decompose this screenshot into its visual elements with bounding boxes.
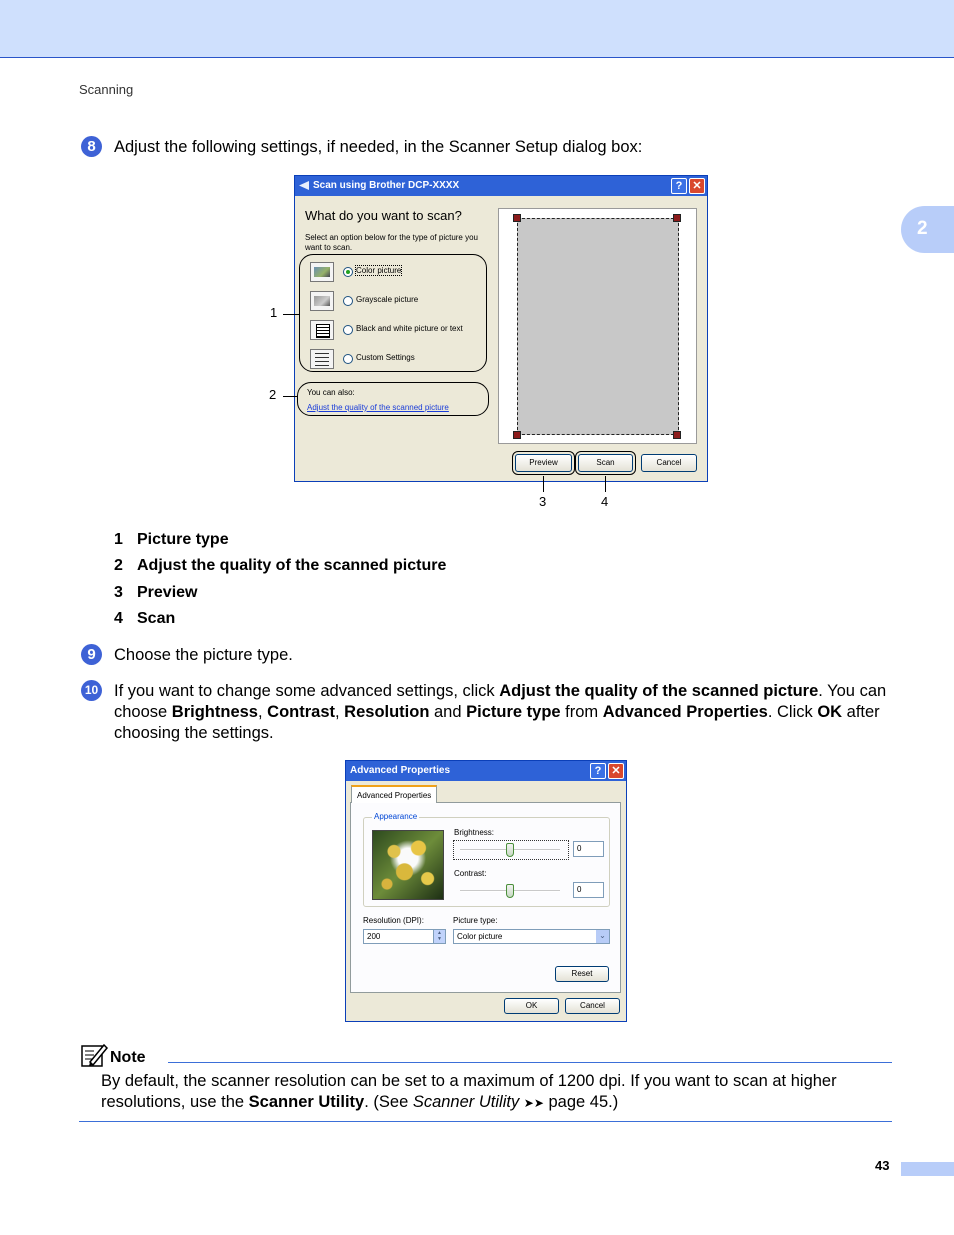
page-number: 43	[875, 1158, 890, 1173]
note-t1: By default, the scanner resolution can be set to a maximum of 1200 dpi. If you want to scan at higher resolutions, use the	[101, 1072, 837, 1111]
note-pencil-icon	[80, 1042, 108, 1068]
picture-type-value: Color picture	[457, 932, 503, 941]
legend-label: Adjust the quality of the scanned picture	[137, 557, 447, 574]
also-label: You can also:	[307, 388, 355, 397]
step-9-bullet: 9	[81, 644, 102, 665]
contrast-input[interactable]: 0	[573, 882, 604, 898]
page-header-bar	[0, 0, 954, 58]
note-t2: . (See	[364, 1093, 413, 1111]
brightness-input[interactable]: 0	[573, 841, 604, 857]
cancel-button[interactable]: Cancel	[641, 454, 697, 472]
preview-area[interactable]	[517, 218, 679, 435]
legend-label: Scan	[137, 610, 176, 627]
scan-button[interactable]: Scan	[578, 454, 633, 472]
cancel-button[interactable]: Cancel	[565, 998, 620, 1014]
close-button[interactable]: ✕	[608, 763, 624, 779]
note-title: Note	[110, 1049, 146, 1066]
black-white-label[interactable]: Black and white picture or text	[356, 324, 463, 333]
callout-4: 4	[601, 494, 609, 509]
grayscale-picture-label[interactable]: Grayscale picture	[356, 295, 419, 304]
tab-advanced-properties[interactable]: Advanced Properties	[351, 785, 437, 803]
step-10-t8: after choosing the settings.	[114, 703, 880, 742]
close-button[interactable]: ✕	[689, 178, 705, 194]
legend-num: 3	[114, 584, 123, 601]
legend-item	[114, 557, 446, 575]
note-b1: Scanner Utility	[248, 1093, 365, 1111]
note-i1: Scanner Utility	[412, 1093, 520, 1111]
scan-dialog-title: Scan using Brother DCP-XXXX	[313, 180, 460, 191]
contrast-label: Contrast:	[454, 869, 487, 878]
note-t3: page 45.)	[543, 1093, 619, 1111]
grayscale-picture-radio[interactable]	[343, 296, 353, 306]
contrast-thumb[interactable]	[506, 884, 514, 898]
help-button[interactable]: ?	[671, 178, 687, 194]
callout-3-line	[543, 476, 544, 492]
step-10-b4: Resolution	[344, 703, 430, 721]
step-10-b2: Brightness	[171, 703, 258, 721]
advanced-dialog-title: Advanced Properties	[350, 765, 451, 776]
legend-label: Picture type	[137, 531, 229, 548]
picture-type-select[interactable]	[453, 929, 610, 944]
step-10-b7: OK	[817, 703, 843, 721]
step-10-text	[114, 681, 896, 744]
callout-2-line	[283, 396, 298, 397]
black-white-icon[interactable]	[310, 320, 334, 340]
brightness-label: Brightness:	[454, 828, 495, 837]
chapter-tab	[901, 206, 954, 253]
adjust-quality-link[interactable]: Adjust the quality of the scanned picture	[307, 403, 449, 412]
black-white-radio[interactable]	[343, 325, 353, 335]
scan-instructions: Select an option below for the type of picture you want to scan.	[305, 233, 478, 252]
step-8-bullet: 8	[81, 136, 102, 157]
grayscale-picture-icon[interactable]	[310, 291, 334, 311]
also-group	[297, 382, 489, 416]
legend-item	[114, 531, 229, 549]
legend-num: 4	[114, 610, 123, 627]
contrast-slider[interactable]	[454, 882, 568, 900]
advanced-dialog	[345, 760, 627, 1022]
crop-handle-bottom-left[interactable]	[513, 431, 521, 439]
preview-pane	[498, 208, 697, 444]
custom-settings-icon[interactable]	[310, 349, 334, 369]
advanced-dialog-titlebar	[346, 761, 626, 781]
page-number-bar	[901, 1162, 954, 1176]
color-picture-radio[interactable]	[343, 267, 353, 277]
ok-button[interactable]: OK	[504, 998, 559, 1014]
step-9-text: Choose the picture type.	[114, 646, 293, 664]
step-10-t7: . Click	[767, 703, 818, 721]
step-10-b3: Contrast	[267, 703, 335, 721]
resolution-label: Resolution (DPI):	[363, 916, 424, 925]
step-8-text: Adjust the following settings, if needed, in the Scanner Setup dialog box:	[114, 138, 643, 156]
legend-label: Preview	[137, 584, 198, 601]
callout-1: 1	[270, 305, 278, 320]
picture-type-label: Picture type:	[453, 916, 498, 925]
resolution-value: 200	[367, 932, 381, 941]
custom-settings-radio[interactable]	[343, 354, 353, 364]
crop-handle-bottom-right[interactable]	[673, 431, 681, 439]
note-text	[101, 1071, 891, 1114]
callout-4-line	[605, 476, 606, 492]
color-picture-label[interactable]: Color picture	[356, 266, 402, 275]
preview-thumbnail	[372, 830, 444, 900]
picture-type-group	[299, 254, 487, 372]
chevron-down-icon[interactable]: ⌄	[596, 930, 609, 943]
resolution-spinner[interactable]	[363, 929, 446, 944]
legend-item	[114, 610, 175, 628]
legend-item	[114, 584, 197, 602]
scanner-icon	[299, 181, 309, 190]
callout-3: 3	[539, 494, 547, 509]
tab-panel	[350, 802, 621, 993]
legend-num: 2	[114, 557, 123, 574]
step-10-b6: Advanced Properties	[602, 703, 768, 721]
step-10-b5: Picture type	[466, 703, 561, 721]
help-button[interactable]: ?	[590, 763, 606, 779]
preview-button[interactable]: Preview	[515, 454, 572, 472]
scan-dialog	[294, 175, 708, 482]
step-10-t2: . You can choose	[114, 682, 887, 721]
callout-1-line	[283, 314, 300, 315]
appearance-legend: Appearance	[374, 812, 418, 821]
step-10-t6: from	[560, 703, 603, 721]
callout-2: 2	[269, 387, 277, 402]
double-arrow-icon: ➤➤	[523, 1096, 544, 1110]
step-10-t5: and	[429, 703, 467, 721]
step-10-t4: ,	[335, 703, 345, 721]
note-rule-top	[168, 1062, 892, 1063]
brightness-thumb[interactable]	[506, 843, 514, 857]
step-10-bullet: 10	[81, 680, 102, 701]
scan-dialog-titlebar	[295, 176, 707, 196]
appearance-group	[363, 812, 610, 907]
spinner-arrows-icon[interactable]: ▲ ▼	[433, 930, 445, 943]
scan-heading: What do you want to scan?	[305, 208, 462, 223]
reset-button[interactable]: Reset	[555, 966, 609, 982]
legend-num: 1	[114, 531, 123, 548]
section-label: Scanning	[79, 82, 134, 97]
step-10-t3: ,	[257, 703, 268, 721]
step-10-t1: If you want to change some advanced settings, click	[114, 682, 500, 700]
note-rule-bottom	[79, 1121, 892, 1122]
custom-settings-label[interactable]: Custom Settings	[356, 353, 415, 362]
crop-handle-top-left[interactable]	[513, 214, 521, 222]
color-picture-icon[interactable]	[310, 262, 334, 282]
crop-handle-top-right[interactable]	[673, 214, 681, 222]
chapter-number: 2	[917, 218, 928, 239]
brightness-slider[interactable]	[454, 841, 568, 859]
step-10-b1: Adjust the quality of the scanned picture	[499, 682, 819, 700]
